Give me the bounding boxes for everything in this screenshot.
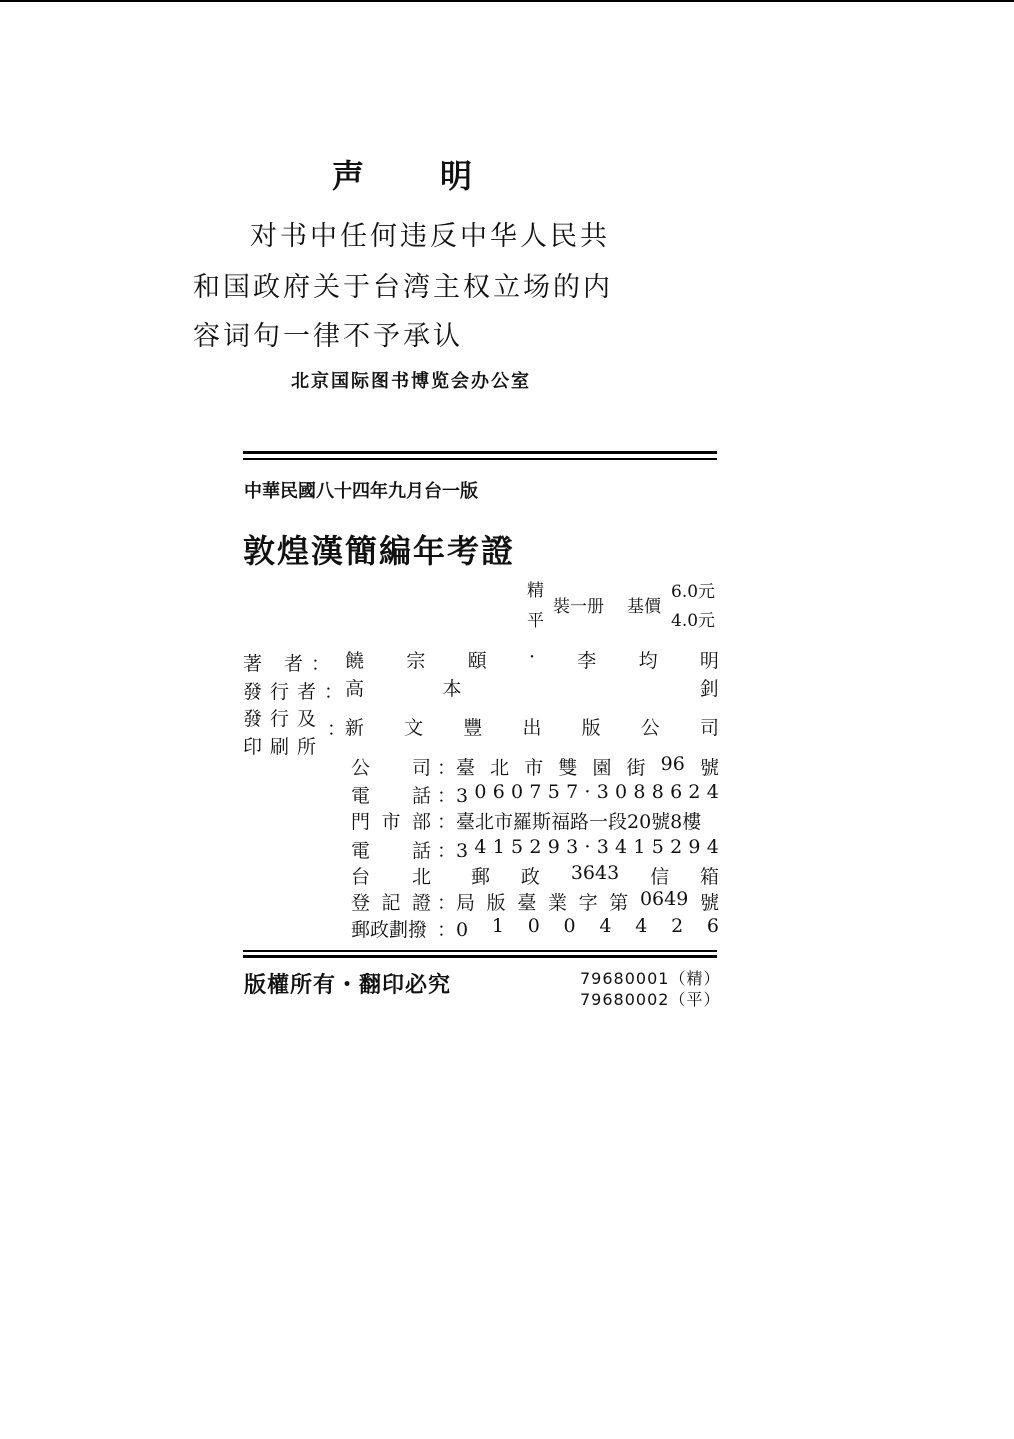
printer-label-line2: 印刷所 <box>243 736 325 758</box>
statement-title-char: 声 <box>332 157 365 195</box>
book-title: 敦煌漢簡編年考證 <box>243 532 516 570</box>
info-value-char: 園 <box>592 757 612 779</box>
printer-char: 豐 <box>463 717 483 739</box>
binding-hardcover: 精 <box>527 581 544 601</box>
info-value-char: 市 <box>524 757 544 779</box>
double-rule-bottom <box>243 955 717 958</box>
info-value-char: 4 <box>706 781 719 803</box>
info-row-shop-phone <box>351 836 719 863</box>
info-value-char: 號 <box>699 892 719 914</box>
info-value-char: 7 <box>529 781 542 803</box>
info-value-char: 2 <box>670 836 683 858</box>
author-char: 均 <box>638 650 658 672</box>
info-value-char: 4 <box>635 915 648 937</box>
info-value-char: · <box>584 781 591 803</box>
info-value-char: 箱 <box>699 866 719 888</box>
info-value-char: 0 <box>563 915 576 937</box>
info-row-registration <box>351 888 719 915</box>
info-value-char: 0 <box>511 781 524 803</box>
info-value-char: 0 <box>615 781 628 803</box>
printer-char: 司 <box>699 717 719 739</box>
statement-line: 和国政府关于台湾主权立场的内 <box>193 272 613 303</box>
publisher-name <box>345 674 719 701</box>
info-key-char: 記 <box>381 892 401 914</box>
double-rule-top <box>243 451 717 454</box>
info-value-char: 0 <box>527 915 540 937</box>
price-label: 基價 <box>627 597 661 617</box>
info-value-char: 2 <box>688 781 701 803</box>
info-key-char: 司 <box>411 757 431 779</box>
info-value-char: 5 <box>651 836 664 858</box>
statement-line: 对书中任何违反中华人民共 <box>250 221 610 252</box>
info-row-po-box <box>351 862 719 889</box>
printer-name <box>345 713 719 740</box>
info-key-char: 台 <box>351 866 371 888</box>
isbn-code-paperback: 79680002（平） <box>580 990 721 1009</box>
info-value-char: 3 <box>596 781 609 803</box>
info-value-char: 1 <box>492 836 505 858</box>
info-row-company-phone <box>351 781 719 808</box>
statement-title-char: 明 <box>439 157 472 195</box>
author-char: · <box>528 646 535 668</box>
printer-colon: ： <box>327 718 347 740</box>
statement-title <box>332 152 472 196</box>
info-value-char: 9 <box>688 836 701 858</box>
double-rule-bottom-thin <box>243 950 717 952</box>
publisher-char: 本 <box>442 678 462 700</box>
info-value-char: 4 <box>615 836 628 858</box>
info-value-char: 4 <box>474 836 487 858</box>
info-value-char: 北 <box>490 757 510 779</box>
info-value-char: 字 <box>578 892 598 914</box>
info-value-char: 3643 <box>570 862 620 884</box>
printer-char: 新 <box>345 717 365 739</box>
info-value-char: 2 <box>529 836 542 858</box>
statement-line: 容词句一律不予承认 <box>193 321 463 352</box>
info-key-char: 電 <box>351 840 371 862</box>
info-value-char: 8 <box>633 781 646 803</box>
info-row-company-address <box>351 753 719 780</box>
printer-char: 公 <box>640 717 660 739</box>
edition-line: 中華民國八十四年九月台一版 <box>244 481 478 502</box>
price-paperback: 4.0元 <box>671 611 716 631</box>
isbn-code-hardcover: 79680001（精） <box>580 969 721 988</box>
info-value-char: 6 <box>670 781 683 803</box>
info-value-char: 96 <box>660 753 685 775</box>
info-key-char: 門 <box>351 811 371 833</box>
publisher-label: 發行者： <box>243 681 352 703</box>
statement-signature: 北京国际图书博览会办公室 <box>291 371 531 392</box>
printer-char: 文 <box>404 717 424 739</box>
author-char: 宗 <box>406 650 426 672</box>
price-block <box>527 576 719 632</box>
info-value-char: ：3 <box>437 840 469 862</box>
info-value-char: 政 <box>520 866 540 888</box>
double-rule-top-thin <box>243 458 717 460</box>
info-key-char: 話 <box>411 840 431 862</box>
info-value-char: ：3 <box>437 785 469 807</box>
binding-paperback: 平 <box>527 611 544 631</box>
info-value-char: 第 <box>609 892 629 914</box>
info-key-char: 登 <box>351 892 371 914</box>
info-key-text: 郵政劃撥 <box>351 919 428 941</box>
printer-label-line1: 發行及 <box>243 708 325 730</box>
info-value-char: 1 <box>491 915 504 937</box>
info-row-postal-transfer <box>351 915 719 942</box>
author-label: 著 者： <box>243 653 339 675</box>
price-hardcover: 6.0元 <box>671 582 716 602</box>
info-value-char: 4 <box>599 915 612 937</box>
publisher-char: 釗 <box>699 678 719 700</box>
info-key-char: 證 <box>411 892 431 914</box>
info-value-char: 8 <box>651 781 664 803</box>
info-key-char: 話 <box>411 785 431 807</box>
info-value-char: 9 <box>547 836 560 858</box>
info-value-char: 1 <box>633 836 646 858</box>
info-value-char: 雙 <box>558 757 578 779</box>
info-key-char: 北 <box>411 866 431 888</box>
info-value-char: 0649 <box>639 888 689 910</box>
author-char: 饒 <box>345 650 365 672</box>
info-value-char: 3 <box>596 836 609 858</box>
info-key-char: 部 <box>411 811 431 833</box>
author-char: 李 <box>577 650 597 672</box>
info-value-char: 郵 <box>471 866 491 888</box>
info-value-char: 4 <box>706 836 719 858</box>
author-char: 明 <box>699 650 719 672</box>
info-value-char: 號 <box>699 757 719 779</box>
author-char: 頤 <box>467 650 487 672</box>
printer-char: 出 <box>522 717 542 739</box>
info-value-char: 0 <box>474 781 487 803</box>
info-value-char: 街 <box>626 757 646 779</box>
info-value-char: 7 <box>566 781 579 803</box>
info-value-char: 5 <box>547 781 560 803</box>
info-key-char: 市 <box>381 811 401 833</box>
info-key-char: 電 <box>351 785 371 807</box>
info-value-char: ：臺 <box>437 757 476 779</box>
info-value-char: 6 <box>706 915 719 937</box>
info-value-char: 業 <box>547 892 567 914</box>
info-value-char: 版 <box>486 892 506 914</box>
publisher-char: 高 <box>345 678 365 700</box>
info-value-char: 2 <box>671 915 684 937</box>
info-value-text: ：臺北市羅斯福路一段20號8樓 <box>437 811 702 833</box>
author-names <box>345 646 719 673</box>
info-value-char: ：0 <box>437 919 469 941</box>
binding-text: 裝一册 <box>553 597 604 617</box>
printer-char: 版 <box>581 717 601 739</box>
info-value-char: 信 <box>650 866 670 888</box>
info-row-shop-address <box>351 807 719 834</box>
copyright-notice: 版權所有・翻印必究 <box>244 972 452 998</box>
info-key-char: 公 <box>351 757 371 779</box>
info-value-char: 3 <box>566 836 579 858</box>
info-value-char: 6 <box>492 781 505 803</box>
info-value-char: 臺 <box>517 892 537 914</box>
info-value-char: · <box>584 836 591 858</box>
info-value-char: ：局 <box>437 892 476 914</box>
page-top-border <box>0 0 1014 2</box>
info-value-char: 5 <box>511 836 524 858</box>
